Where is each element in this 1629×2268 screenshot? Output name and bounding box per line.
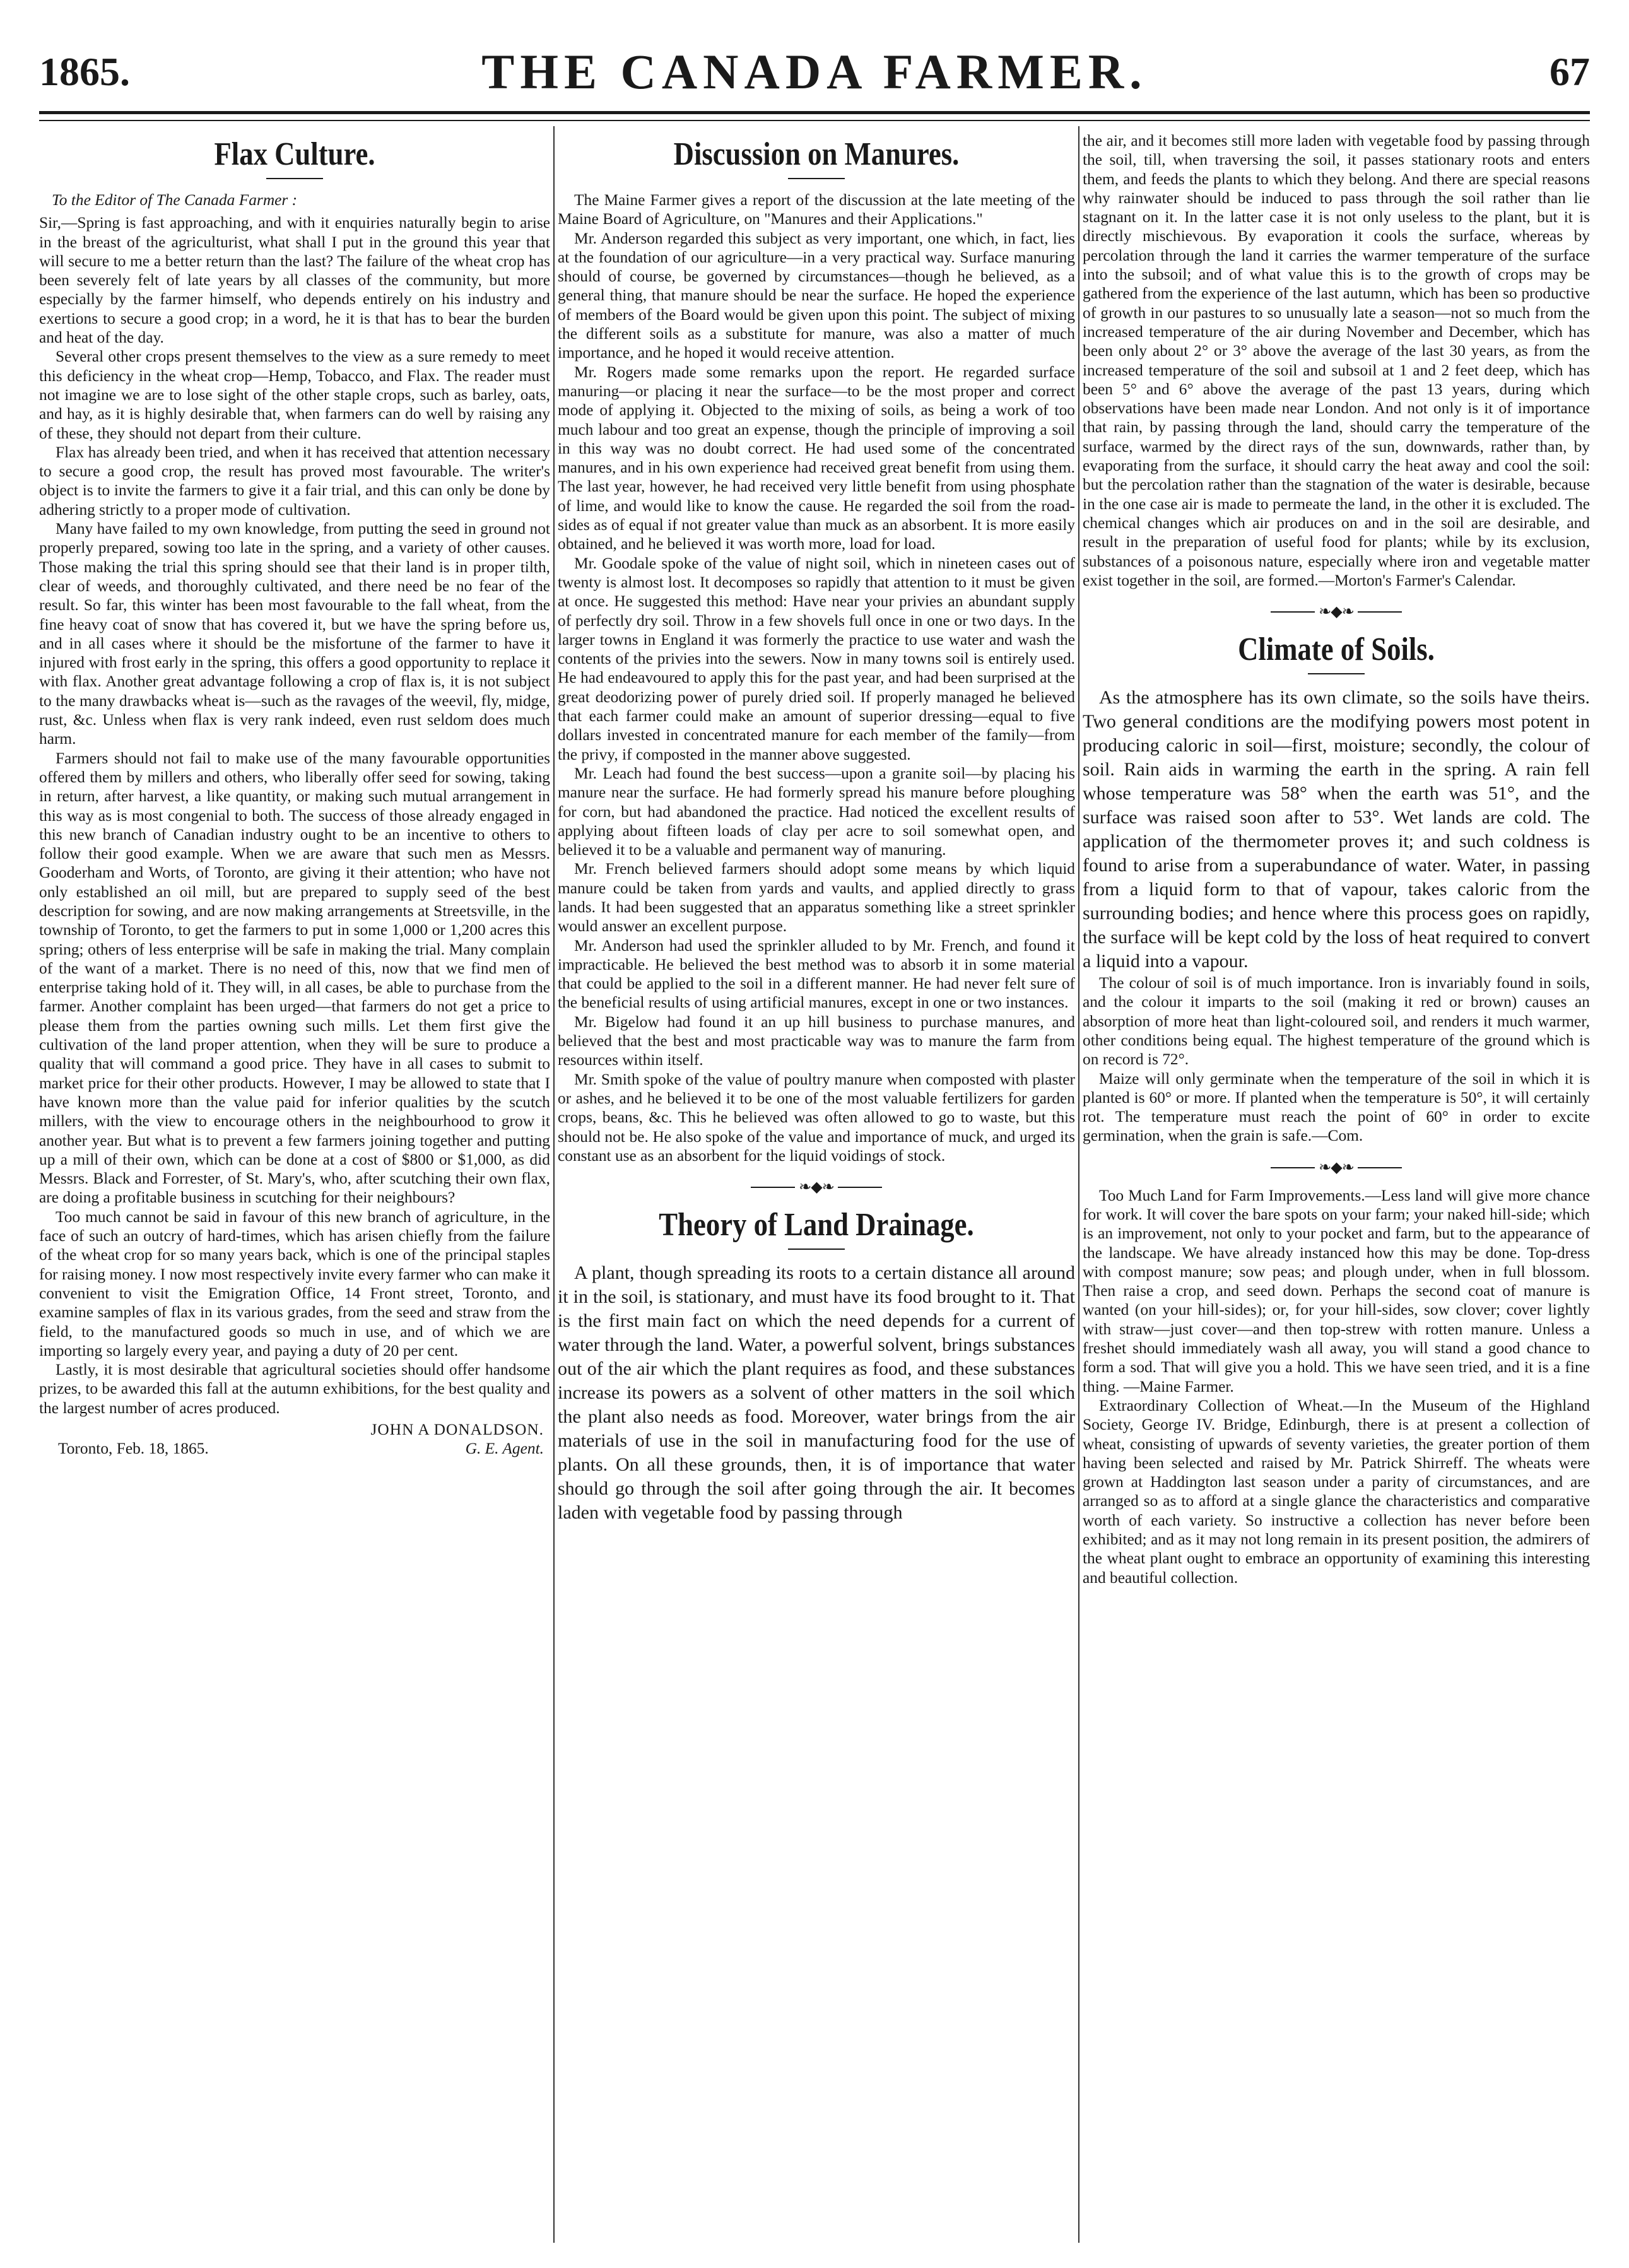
issue-year: 1865. (39, 49, 130, 94)
section-ornament (558, 1177, 1075, 1197)
signature-date: Toronto, Feb. 18, 1865. (58, 1440, 209, 1457)
article-paragraph: Mr. Goodale spoke of the value of night soil, which in nineteen cases out of twenty is almost lost. It decomposes so rapidly that attention to it must be given at once. He suggested this method: Have near your privies an abundant supply of perfectly dry soil. Throw in a few shovels full once in one or two days. In the larger towns in England it was formerly the practice to use water and wash the contents of the privies into the sewers. Now in many towns soil is entirely used. He had endeavoured to apply this for the past year, and had been surprised at the great deodorizing power of purely dried soil. If properly managed he believed that each farmer could make an amount of superior dressing—equal to five dollars invested in concentrated manure for each member of the family—from the privy, if composted in the manner above suggested. (558, 554, 1075, 763)
column-3 (1083, 131, 1590, 2243)
page-number: 67 (1550, 49, 1590, 94)
article-title-flax: Flax Culture. (214, 136, 375, 172)
newspaper-title: THE CANADA FARMER. (481, 44, 1148, 99)
column-1 (39, 131, 550, 2243)
article-paragraph: Extraordinary Collection of Wheat.—In the Museum of the Highland Society, George IV. Bridge, Edinburgh, there is at present a collection of wheat, consisting of upwards of seventy varieties, the greater portion of them having been selected and raised by Mr. Patrick Shirreff. The wheats were grown at Haddington last season under a parity of circumstances, and are arranged so as to afford at a single glance the characteristics and comparative worth of each variety. So instructive a collection has never before been exhibited; and as it may not long remain in its present position, the admirers of the wheat plant ought to embrace an opportunity of examining this interesting and beautiful collection. (1083, 1396, 1590, 1587)
article-paragraph: Mr. Smith spoke of the value of poultry manure when composted with plaster or ashes, and he believed it to be one of the most valuable fertilizers for garden crops, beans, &c. This he believed was often allowed to go to waste, but this should not be. He also spoke of the value and importance of muck, and urged its constant use as an absorbent for the liquid voidings of stock. (558, 1070, 1075, 1165)
masthead-rule (39, 111, 1590, 121)
ornament-glyph: ❧◆❧ (1319, 604, 1354, 621)
article-paragraph: Farmers should not fail to make use of the many favourable opportunities offered them by millers and others, who liberally offer seed for sowing, taking in return, after harvest, a like quantity, or making such mutual arrangement in this way as is most congenial to both. The success of those already engaged in this new branch of Canadian industry ought to be an incentive to others to follow their good example. When we are aware that such men as Messrs. Gooderham and Worts, of Toronto, are giving it their attention; who have not only established an oil mill, but are prepared to supply seed of the best description for sowing, and are now making arrangements at Streetsville, in the township of Toronto, to get the farmers to put in some 1,000 or 1,200 acres this spring; others of less enterprise will be safe in making the trial. Many complain of the want of a market. There is no need of this, now that we find men of enterprise taking hold of it. They will, in all cases, be able to purchase from the farmer. Another complaint has been urged—that farmers do not get a price to please them from the parties owning such mills. Let them first give the cultivation of the land proper attention, when they will be sure to produce a quality that will command a good price. They have in all cases to submit to market price for their other products. However, I may be allowed to state that I have known more than the value paid for inferior qualities by the scutch millers, with the view to encourage others in the neighbourhood to grow it another year. But what is to prevent a few farmers joining together and putting up a mill of their own, which can be done at a cost of $800 or $1,000, as did Messrs. Black and Forrester, of St. Mary's, who, after scutching their own flax, are doing a profitable business in scutching for their neighbours? (39, 749, 550, 1207)
article-paragraph: Too much cannot be said in favour of this new branch of agriculture, in the face of such an outcry of hard-times, which has arisen chiefly from the failure of the wheat crop for so many years back, which is one of the principal staples for raising money. I now most respectively invite every farmer who can make it convenient to visit the Emigration Office, 14 Front street, Toronto, and examine samples of flax in its various grades, from the seed and straw from the field, to the manufactured goods so much in use, and of which we are importing so largely every year, and paying a duty of 20 per cent. (39, 1207, 550, 1360)
article-paragraph: The Maine Farmer gives a report of the discussion at the late meeting of the Maine Board of Agriculture, on "Manures and their Applications." (558, 191, 1075, 228)
article-paragraph: Flax has already been tried, and when it has received that attention necessary to secure a good crop, the result has proved most favourable. The writer's object is to invite the farmers to give it a fair trial, and this can only be done by adhering strictly to a proper mode of cultivation. (39, 443, 550, 519)
article-paragraph: Lastly, it is most desirable that agricultural societies should offer handsome prizes, to be awarded this fall at the autumn exhibitions, for the best quality and the largest number of acres produced. (39, 1361, 550, 1417)
article-paragraph: Mr. Bigelow had found it an up hill business to purchase manures, and believed that the best and most practicable way was to manure the farm from resources within itself. (558, 1013, 1075, 1069)
letter-signature (39, 1420, 550, 1458)
article-paragraph: Mr. Anderson had used the sprinkler alluded to by Mr. French, and found it impracticable. He believed the best method was to absorb it in some material that could be applied to the soil in a different manner. He had never felt sure of the beneficial results of using artificial manures, except in one or two instances. (558, 936, 1075, 1012)
article-title-climate: Climate of Soils. (1238, 632, 1435, 668)
title-rule (788, 1249, 845, 1250)
article-title-drainage: Theory of Land Drainage. (659, 1207, 974, 1243)
article-paragraph: The colour of soil is of much importance. Iron is invariably found in soils, and the colour it imparts to the soil (making it red or brown) causes an absorption of more heat than light-coloured soil, and renders it much warmer, other conditions being equal. The highest temperature of the ground which is on record is 72°. (1083, 974, 1590, 1069)
signature-title: G. E. Agent. (465, 1440, 544, 1457)
article-paragraph: As the atmosphere has its own climate, so the soils have theirs. Two general conditions are the modifying powers most potent in producing caloric in soil—first, moisture; secondly, the colour of soil. Rain aids in warming the earth in the spring. A rain fell whose temperature was 58° when the earth was 51°, and the surface was raised soon after to 53°. Wet lands are cold. The application of the thermometer proves it; and such coldness is found to arise from a superabundance of water. Water, in passing from a liquid form to that of vapour, takes caloric from the surrounding bodies; and hence where this process goes on rapidly, the surface will be kept cold by the loss of heat required to convert a liquid into a vapour. (1083, 687, 1590, 972)
article-title-manures: Discussion on Manures. (673, 136, 960, 172)
column-divider (1078, 126, 1079, 2243)
article-paragraph: Mr. French believed farmers should adopt some means by which liquid manure could be taken from yards and vaults, and applied directly to grass lands. It had been suggested that an apparatus something like a street sprinkler would answer an excellent purpose. (558, 860, 1075, 936)
article-paragraph: the air, and it becomes still more laden with vegetable food by passing through the soil, till, when traversing the soil, it passes stationary roots and enters them, and feeds the plants to which they belong. And there are special reasons why rainwater should be induced to pass through the soil rather than lie stagnant on it. In the latter case it is not only useless to the plant, but it is directly mischievous. By evaporation it cools the surface, whereas by percolation through the land it carries the warmer temperature of the surface into the subsoil; and of what value this is to the growth of crops may be gathered from the experience of the last autumn, which has been so productive of growth in our pastures to so unusually late a season—not so much from the increased temperature of the air during November and December, which has been only about 2° or 3° above the average of the last 30 years, as from the increased temperature of the soil and subsoil at 1 and 2 feet deep, which has been 5° and 6° above the average of the past 13 years, during which observations have been made near London. And not only is it of importance that rain, by passing through the land, should carry the temperature of the surface, warmed by the direct rays of the sun, downwards, rather than, by evaporating from the surface, it should carry the heat away and cool the soil: but the percolation rather than the stagnation of the water is desirable, because in the one case air is made to permeate the land, in the other it is excluded. The chemical changes which air produces on and in the soil are desirable, and result in the preparation of useful food for plants; while by its exclusion, substances of a poisonous nature, especially where iron and vegetable matter exist together in the soil, are formed.—Morton's Farmer's Calendar. (1083, 132, 1590, 589)
article-paragraph: Mr. Leach had found the best success—upon a granite soil—by placing his manure near the surface. He had formerly spread his manure before ploughing for corn, but had abandoned the practice. Had noticed the excellent results of applying about fifteen loads of clay per acre to soil somewhat open, and believed it to be a valuable and permanent way of manuring. (558, 764, 1075, 859)
article-paragraph: Sir,—Spring is fast approaching, and with it enquiries naturally begin to arise in the breast of the agriculturist, what shall I put in the ground this year that will secure to me a better return than the last? The failure of the wheat crop has been severely felt of late years by all classes of the community, but more especially by the farmer himself, who depends entirely on his industry and exertions to secure a good crop; in a word, he it is that has to bear the burden and heat of the day. (39, 214, 550, 347)
article-paragraph: Too Much Land for Farm Improvements.—Less land will give more chance for work. It will cover the bare spots on your farm; your naked hill-side; which is an improvement, not only to your pocket and farm, but to the appearance of the landscape. We have already instanced how this may be done. Top-dress with compost manure; sow peas; and plough under, when in full blossom. Then raise a crop, and seed down. Perhaps the second coat of manure is wanted (on your hill-sides); or, for your hill-sides, sow clover; cover lightly with straw—just cover—and then top-strew with rotten manure. Unless a freshet should immediately wash all away, you will stand a good chance to form a sod. That will give you a hold. This we have seen tried, and it is a fine thing. —Maine Farmer. (1083, 1186, 1590, 1395)
title-rule (266, 178, 323, 179)
ornament-glyph: ❧◆❧ (1319, 1159, 1354, 1176)
article-paragraph: Mr. Rogers made some remarks upon the report. He regarded surface manuring—or placing it near the surface—to be the most proper and correct mode of applying it. Objected to the mixing of soils, as being a work of too much labour and too great an expense, though the principle of improving a soil in this way was no doubt correct. He had used some of the concentrated manures, and in his own experience had received great benefit from using them. The last year, however, he had received very little benefit from using phosphate of lime, and would like to know the cause. He regarded the soil from the road-sides as of equal if not greater value than muck as an absorbent. It is more easily obtained, and he believed it was worth more, load for load. (558, 363, 1075, 553)
article-paragraph: Many have failed to my own knowledge, from putting the seed in ground not properly prepared, sowing too late in the spring, and a variety of other causes. Those making the trial this spring should see that their land is in proper tilth, clear of weeds, and thoroughly cultivated, and there need be no fear of the result. So far, this winter has been most favourable to the fall wheat, from the fine heavy coat of snow that has covered it, but we have the spring before us, and in all cases where it should be the misfortune of the farmer to have it injured with frost early in the spring, this offers a good opportunity to replace it with flax. Another great advantage following a crop of flax is, it is not subject to the many drawbacks wheat is—such as the ravages of the weevil, fly, midge, rust, &c. Unless when flax is very rank indeed, even rust seldom does much harm. (39, 520, 550, 748)
section-ornament (1083, 601, 1590, 621)
section-ornament (1083, 1157, 1590, 1177)
article-paragraph: Maize will only germinate when the temperature of the soil in which it is planted is 60° or more. If planted when the temperature is 50°, it will certainly rot. The temperature must reach the point of 60° in order to excite germination, when the grain is safe.—Com. (1083, 1069, 1590, 1145)
title-rule (788, 178, 845, 179)
signature-name: JOHN A DONALDSON. (370, 1421, 544, 1438)
ornament-glyph: ❧◆❧ (799, 1179, 834, 1196)
article-paragraph: Mr. Anderson regarded this subject as very important, one which, in fact, lies at the foundation of our agriculture—in a very practical way. Surface manuring should of course, be governed by circumstances—though he believed, as a general thing, that manure should be near the surface. He hoped the experience of members of the Board would be given upon this point. The subject of mixing the different soils as a substitute for manure, was also a matter of much importance, and he hoped it would receive attention. (558, 229, 1075, 362)
letter-salutation: To the Editor of The Canada Farmer : (52, 191, 298, 209)
title-rule (1308, 673, 1365, 674)
column-2 (558, 131, 1075, 2243)
article-paragraph: Several other crops present themselves to the view as a sure remedy to meet this deficiency in the wheat crop—Hemp, Tobacco, and Flax. The reader must not imagine we are to lose sight of the other staple crops, such as barley, oats, and hay, as it is highly desirable that, when farmers can do well by raising any of these, they should not depart from their culture. (39, 348, 550, 442)
masthead (39, 42, 1590, 102)
article-paragraph: A plant, though spreading its roots to a certain distance all around it in the soil, is stationary, and must have its food brought to it. That is the first main fact on which the need depends for a current of water through the land. Water, a powerful solvent, brings substances out of the air which the plant requires as food, and these substances increase its powers as a solvent of other matters in the soil which the plant also needs as food. Moreover, water brings from the air materials of use in the soil in manufacturing food for the use of plants. On all these grounds, then, it is of importance that water should go through the soil after going through the air. It becomes laden with vegetable food by passing through (558, 1262, 1075, 1524)
column-divider (553, 126, 555, 2243)
